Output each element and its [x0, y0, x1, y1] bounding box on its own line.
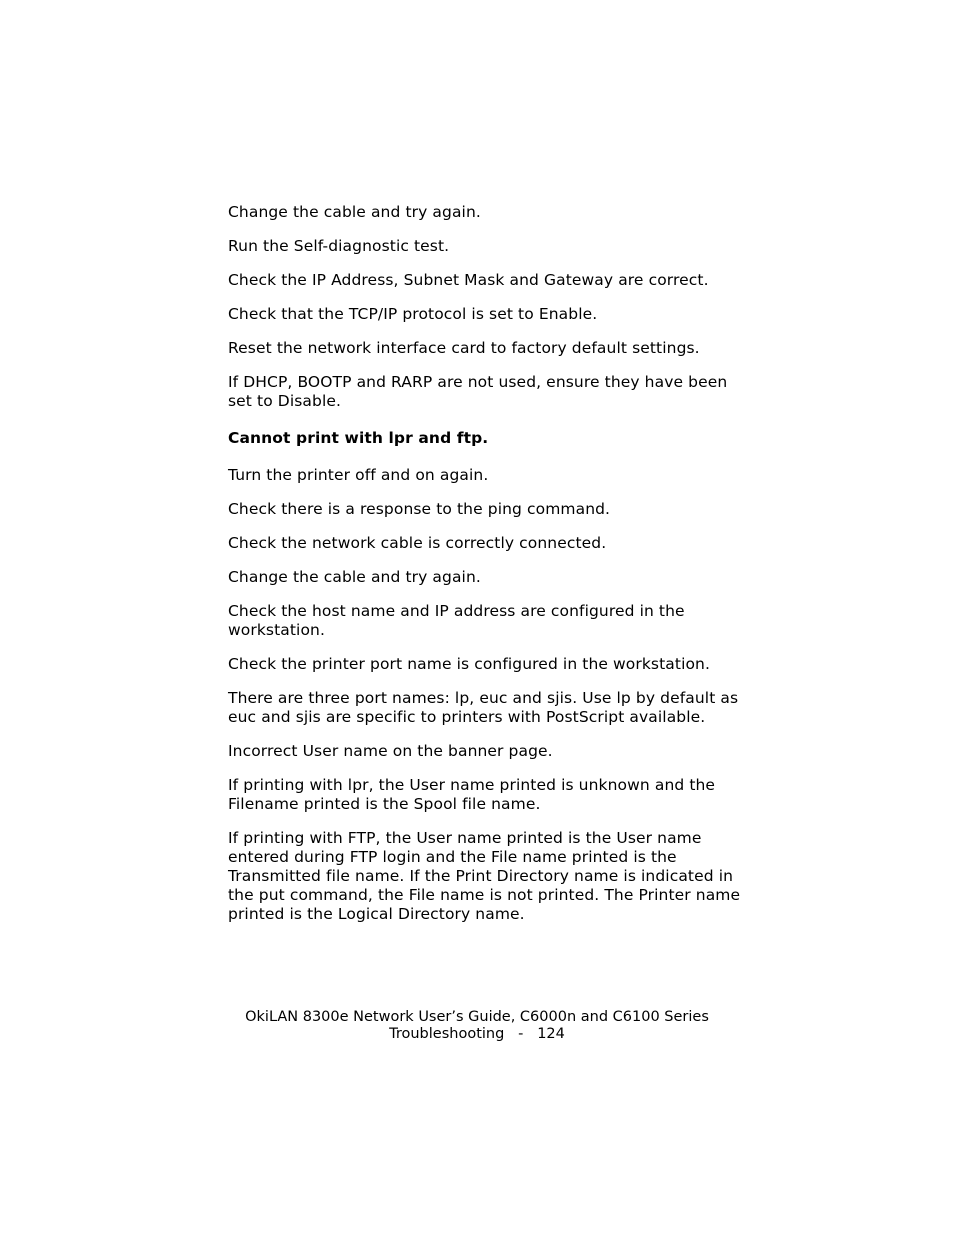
page-footer [0, 1009, 954, 1043]
paragraph: Check that the TCP/IP protocol is set to Enable. [228, 305, 598, 323]
paragraph: Check the IP Address, Subnet Mask and Gateway are correct. [228, 271, 709, 289]
footer-title: OkiLAN 8300e Network User’s Guide, C6000n and C6100 Series [245, 1009, 709, 1025]
paragraph: Turn the printer off and on again. [228, 466, 489, 484]
paragraph: Reset the network interface card to factory default settings. [228, 339, 700, 357]
section-heading: Cannot print with lpr and ftp. [228, 429, 489, 447]
paragraph: If printing with lpr, the User name printed is unknown and the Filename printed is the Spool file name. [228, 776, 716, 813]
paragraph: There are three port names: lp, euc and sjis. Use lp by default as euc and sjis are specific to printers with PostScript available. [228, 689, 739, 726]
paragraph: If DHCP, BOOTP and RARP are not used, ensure they have been set to Disable. [228, 373, 728, 410]
paragraph: Change the cable and try again. [228, 568, 481, 586]
paragraph: Check the network cable is correctly connected. [228, 534, 607, 552]
footer-page-number: Troubleshooting - 124 [389, 1026, 565, 1042]
paragraph: Check there is a response to the ping command. [228, 500, 611, 518]
paragraph: Change the cable and try again. [228, 203, 481, 221]
paragraph: If printing with FTP, the User name printed is the User name entered during FTP login and the File name printed is the Transmitted file name. If the Print Directory name is indicated in the put command, the File name is not printed. The Printer name printed is the Logical Directory name. [228, 829, 741, 923]
paragraph: Check the printer port name is configured in the workstation. [228, 655, 711, 673]
paragraph: Incorrect User name on the banner page. [228, 742, 553, 760]
paragraph: Run the Self-diagnostic test. [228, 237, 450, 255]
page-body [228, 203, 753, 939]
paragraph: Check the host name and IP address are configured in the workstation. [228, 602, 685, 639]
